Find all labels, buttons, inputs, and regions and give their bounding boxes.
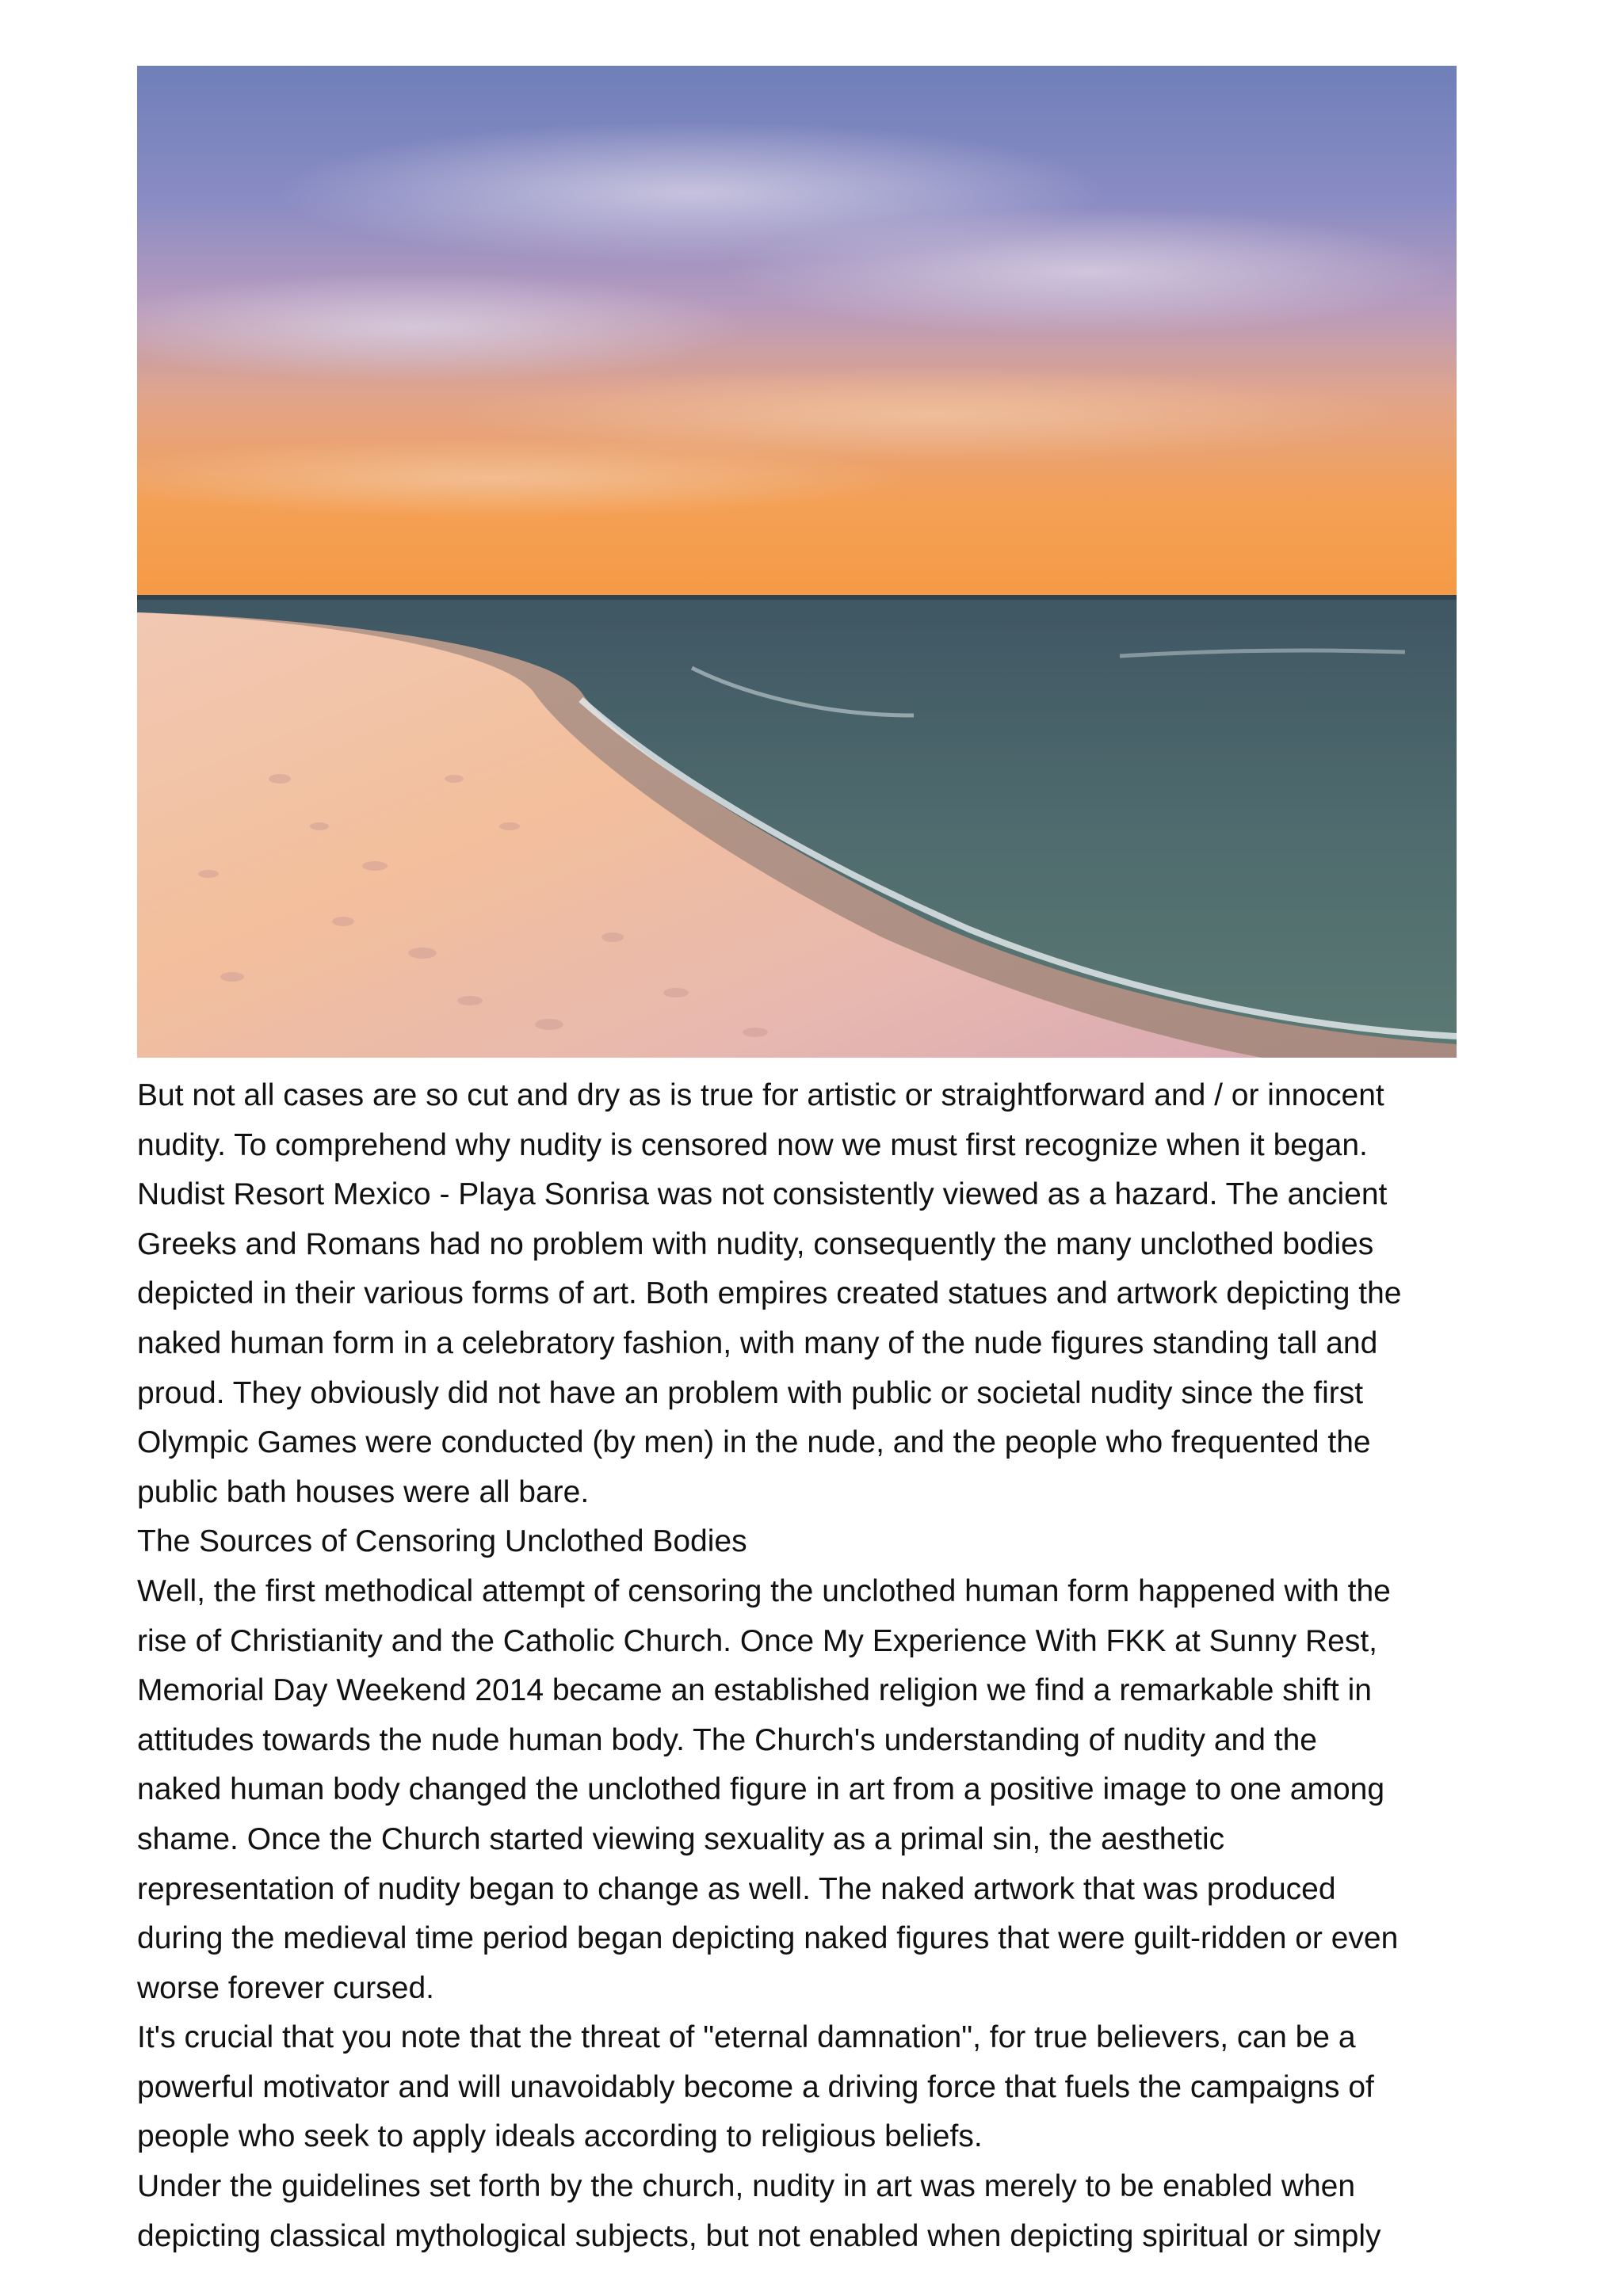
text-line: attitudes towards the nude human body. The Church's understanding of nudity and the [137, 1722, 1317, 1757]
text-line: Olympic Games were conducted (by men) in the nude, and the people who frequented the [137, 1425, 1371, 1460]
text-line: nudity. To comprehend why nudity is censored now we must first recognize when it began. [137, 1127, 1368, 1162]
text-line: people who seek to apply ideals according to religious beliefs. [137, 2119, 983, 2154]
text-line: rise of Christianity and the Catholic Church. Once My Experience With FKK at Sunny Rest, [137, 1623, 1377, 1658]
text-line: Nudist Resort Mexico - Playa Sonrisa was not consistently viewed as a hazard. The ancient [137, 1177, 1388, 1212]
text-line: It's crucial that you note that the threat of "eternal damnation", for true believers, can be a [137, 2020, 1356, 2055]
text-line: proud. They obviously did not have an problem with public or societal nudity since the first [137, 1375, 1364, 1410]
text-line: Under the guidelines set forth by the church, nudity in art was merely to be enabled when [137, 2169, 1356, 2204]
text-line: public bath houses were all bare. [137, 1474, 590, 1509]
text-line: depicting classical mythological subjects, but not enabled when depicting spiritual or simply [137, 2218, 1381, 2253]
text-line: But not all cases are so cut and dry as is true for artistic or straightforward and / or innocent [137, 1078, 1384, 1112]
beach-sunset-photo [137, 66, 1457, 1058]
article-body [137, 1071, 1500, 2261]
text-line: shame. Once the Church started viewing sexuality as a primal sin, the aesthetic [137, 1821, 1225, 1856]
text-line: powerful motivator and will unavoidably become a driving force that fuels the campaigns of [137, 2069, 1374, 2104]
text-line: representation of nudity began to change as well. The naked artwork that was produced [137, 1871, 1336, 1906]
text-line: Well, the first methodical attempt of censoring the unclothed human form happened with the [137, 1573, 1391, 1608]
text-line: naked human form in a celebratory fashion, with many of the nude figures standing tall and [137, 1325, 1378, 1360]
text-line: Greeks and Romans had no problem with nudity, consequently the many unclothed bodies [137, 1226, 1374, 1261]
text-line: depicted in their various forms of art. Both empires created statues and artwork depicting the [137, 1276, 1402, 1311]
text-line: naked human body changed the unclothed figure in art from a positive image to one among [137, 1772, 1385, 1807]
text-line: worse forever cursed. [137, 1970, 434, 2005]
text-line: during the medieval time period began depicting naked figures that were guilt-ridden or even [137, 1921, 1399, 1956]
section-heading: The Sources of Censoring Unclothed Bodies [137, 1524, 747, 1559]
text-line: Memorial Day Weekend 2014 became an established religion we find a remarkable shift in [137, 1673, 1372, 1708]
